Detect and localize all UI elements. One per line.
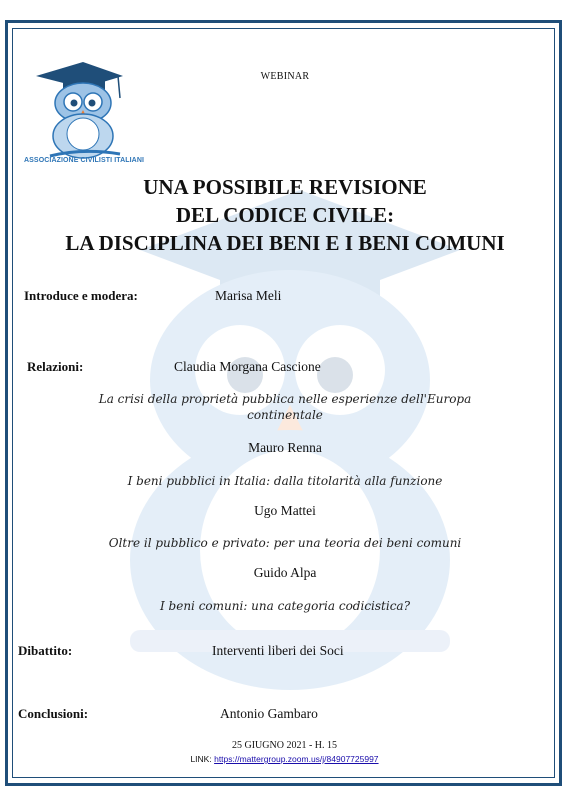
- link-line: [0, 754, 569, 764]
- speaker-1: Claudia Morgana Cascione: [174, 359, 321, 374]
- association-logo-icon: [28, 58, 128, 163]
- intro-name: Marisa Meli: [215, 288, 282, 303]
- association-name: ASSOCIAZIONE CIVILISTI ITALIANI: [24, 157, 145, 164]
- conclusioni-label: Conclusioni:: [18, 706, 89, 721]
- title-line-1: UNA POSSIBILE REVISIONE: [143, 175, 427, 199]
- speaker-4: Guido Alpa: [253, 565, 317, 580]
- talk-title-2: I beni pubblici in Italia: dalla titolarità alla funzione: [127, 474, 443, 488]
- page-title: [30, 173, 540, 257]
- talk-title-3: Oltre il pubblico e privato: per una teoria dei beni comuni: [108, 536, 462, 550]
- webinar-label: WEBINAR: [260, 71, 310, 82]
- event-date: 25 GIUGNO 2021 - H. 15: [232, 740, 337, 751]
- conclusioni-name: Antonio Gambaro: [220, 706, 318, 721]
- dibattito-label: Dibattito:: [18, 643, 73, 658]
- zoom-link[interactable]: https://mattergroup.zoom.us/j/84907725997: [214, 754, 379, 764]
- talk-title-1: La crisi della proprietà pubblica nelle esperienze dell'Europa continentale: [98, 392, 472, 422]
- relazioni-label: Relazioni:: [27, 359, 84, 374]
- talk-title-4: I beni comuni: una categoria codicistica?: [159, 599, 411, 613]
- link-label: LINK:: [190, 754, 212, 764]
- intro-label: Introduce e modera:: [24, 288, 138, 303]
- title-line-2: DEL CODICE CIVILE:: [175, 203, 395, 227]
- title-line-3: LA DISCIPLINA DEI BENI E I BENI COMUNI: [65, 231, 505, 255]
- speaker-2: Mauro Renna: [248, 440, 322, 455]
- dibattito-text: Interventi liberi dei Soci: [212, 643, 344, 658]
- speaker-3: Ugo Mattei: [254, 503, 316, 518]
